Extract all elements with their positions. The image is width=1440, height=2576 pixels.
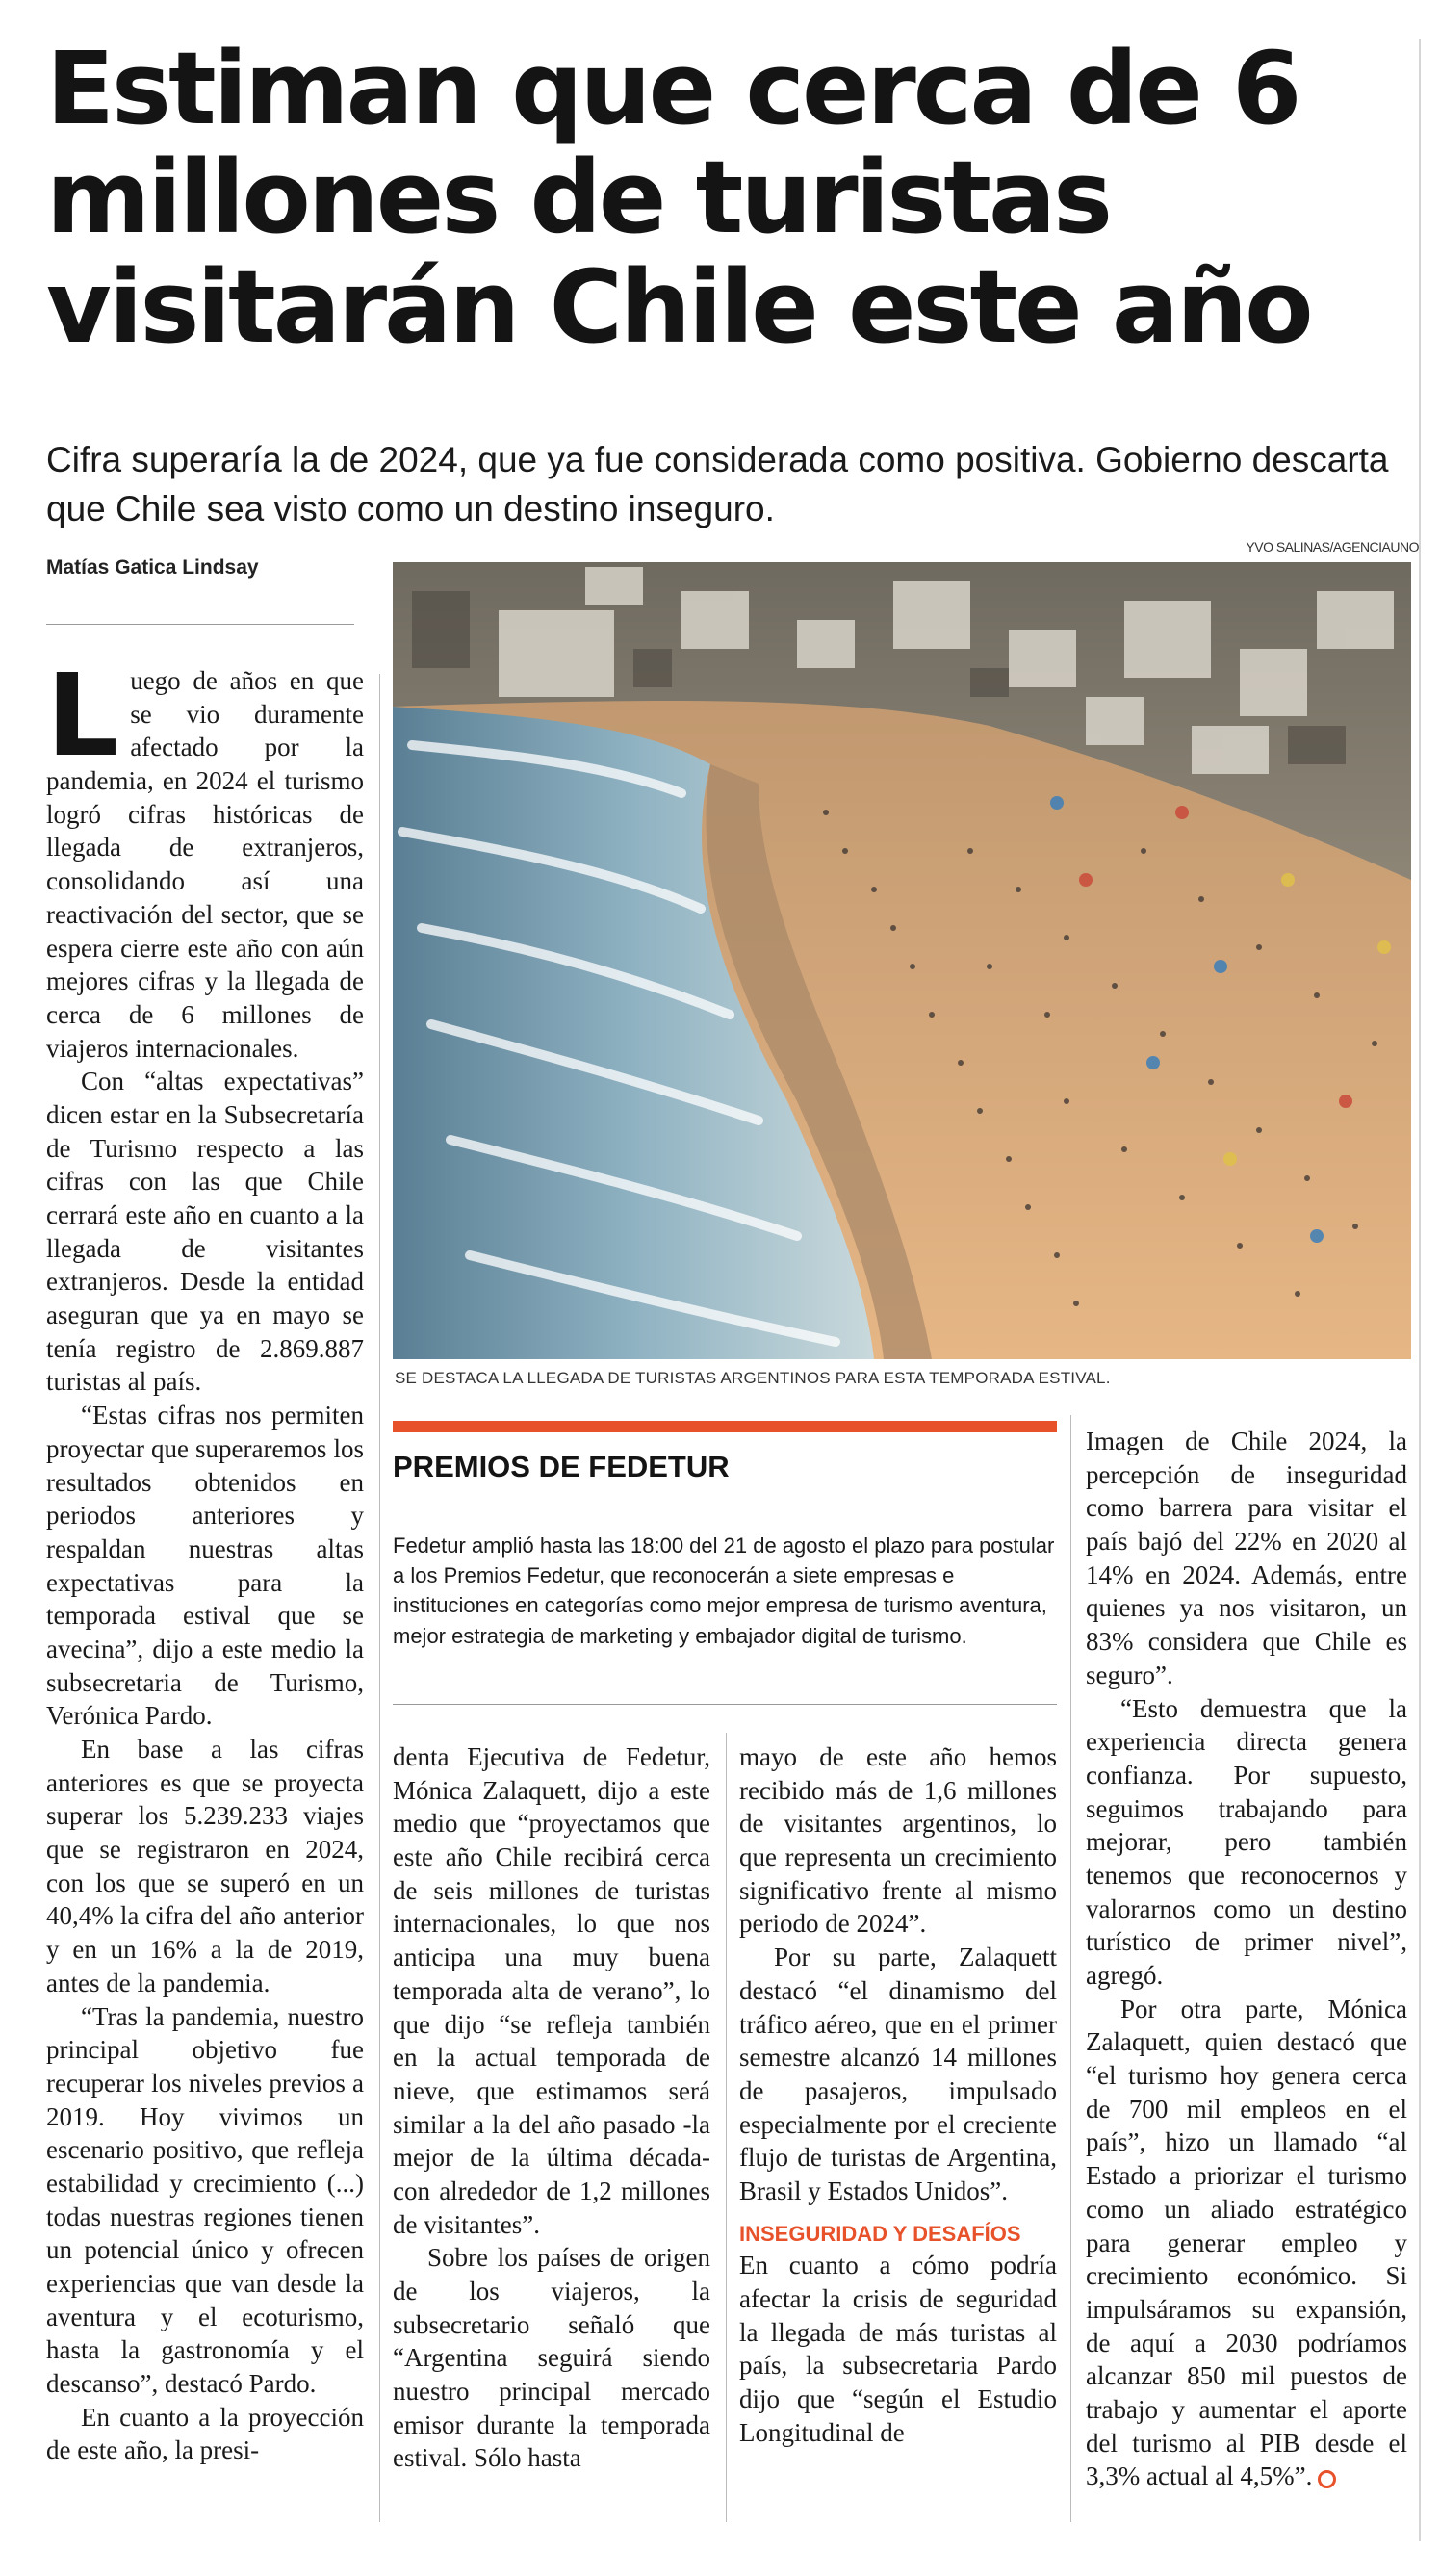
drop-cap: L bbox=[46, 649, 119, 782]
column-separator bbox=[726, 1733, 727, 2522]
paragraph bbox=[1086, 1993, 1407, 2493]
paragraph: “Tras la pandemia, nuestro principal objetivo fue recuperar los niveles previos a 2019. Hoy vivimos un escenario positivo, que refleja estabilidad y crecimiento (...) todas nuestras regiones tienen un potencial único y ofrecen experiencias que van desde la aventura y el ecoturismo, hasta la gastronomía y el descanso”, destacó Pardo. bbox=[46, 2001, 364, 2399]
photo-credit: YVO SALINAS/AGENCIAUNO bbox=[1246, 539, 1419, 554]
paragraph: En cuanto a cómo podría afectar la crisis de seguridad la llegada de más turistas al país, la subsecretaria Pardo dijo que “según el Estudio Longitudinal de bbox=[739, 2251, 1057, 2447]
paragraph bbox=[46, 649, 364, 1065]
paragraph: Con “altas expectativas” dicen estar en la Subsecretaría de Turismo respecto a las cifras con las que Chile cerrará este año en cuanto a la llegada de visitantes extranjeros. Desde la entidad aseguran que ya en mayo se tenía registro de 2.869.887 turistas al país. bbox=[46, 1067, 364, 1397]
byline-rule bbox=[46, 624, 354, 625]
paragraph: Sobre los países de origen de los viajeros, la subsecretario señaló que “Argentina seguirá siendo nuestro principal mercado emisor durante la temporada estival. Sólo hasta bbox=[393, 2243, 710, 2473]
beach-photo bbox=[393, 562, 1411, 1359]
column-separator bbox=[1070, 1415, 1071, 2522]
paragraph: En base a las cifras anteriores es que se proyecta superar los 5.239.233 viajes que se registraron en 2024, con los que se superó en un 40,4% la cifra del año anterior y en un 16% a la de 2019, antes de la pandemia. bbox=[46, 1735, 364, 1997]
page-edge-rule bbox=[1419, 39, 1421, 2541]
paragraph: “Esto demuestra que la experiencia directa genera confianza. Por supuesto, seguimos trabajando para mejorar, pero también tenemos que reconocernos y valorarnos como un destino turístico de primer nivel”, agregó. bbox=[1086, 1693, 1407, 1990]
box-bottom-rule bbox=[393, 1704, 1057, 1705]
paragraph: Imagen de Chile 2024, la percepción de inseguridad como barrera para visitar el país bajó del 22% en 2020 al 14% en 2024. Además, entre quienes ya nos visitaron, un 83% considera que Chile es seguro”. bbox=[1086, 1427, 1407, 1689]
column-separator bbox=[379, 674, 380, 2522]
paragraph: denta Ejecutiva de Fedetur, Mónica Zalaquett, dijo a este medio que “proyectamos que este año Chile recibirá cerca de seis millones de turistas internacionales, lo que nos anticipa una muy buena temporada alta de verano”, lo que dijo “se refleja también en la actual temporada de nieve, que estimamos será similar a la del año pasado -la mejor de la última década- con alrededor de 1,2 millones de visitantes”. bbox=[393, 1742, 710, 2239]
photo-caption: SE DESTACA LA LLEGADA DE TURISTAS ARGENTINOS PARA ESTA TEMPORADA ESTIVAL. bbox=[395, 1369, 1111, 1387]
end-mark-icon bbox=[1318, 2470, 1336, 2488]
column-3 bbox=[739, 1740, 1057, 2450]
deck-subtitle: Cifra superaría la de 2024, que ya fue considerada como positiva. Gobierno descarta que Chile sea visto como un destino inseguro. bbox=[46, 440, 1389, 529]
paragraph: mayo de este año hemos recibido más de 1,6 millones de visitantes argentinos, lo que representa un crecimiento significativo frente al mismo periodo de 2024”. bbox=[739, 1742, 1057, 1939]
byline: Matías Gatica Lindsay bbox=[46, 556, 259, 579]
box-accent-bar bbox=[393, 1421, 1057, 1432]
paragraph-text: uego de años en que se vio duramente afectado por la pandemia, en 2024 el turismo logró cifras históricas de llegada de extranjeros, consolidando así una reactivación del sector, que se espera cierre este año con aún mejores cifras y la llegada de cerca de 6 millones de viajeros internacionales. bbox=[46, 666, 364, 1063]
column-1 bbox=[46, 649, 364, 2467]
headline: Estiman que cerca de 6 millones de turistas visitarán Chile este año bbox=[46, 30, 1311, 366]
paragraph: Por su parte, Zalaquett destacó “el dinamismo del tráfico aéreo, que en el primer semestre alcanzó 14 millones de pasajeros, impulsado especialmente por el creciente flujo de turistas de Argentina, Brasil y Estados Unidos”. bbox=[739, 1943, 1057, 2205]
subheading: INSEGURIDAD Y DESAFÍOS bbox=[739, 2221, 1021, 2246]
box-title: PREMIOS DE FEDETUR bbox=[393, 1450, 730, 1483]
box-body: Fedetur amplió hasta las 18:00 del 21 de agosto el plazo para postular a los Premios Fedetur, que reconocerán a siete empresas e instituciones en categorías como mejor empresa de turismo aventura, mejor estrategia de marketing y embajador digital de turismo. bbox=[393, 1533, 1055, 1648]
paragraph: “Estas cifras nos permiten proyectar que superaremos los resultados obtenidos en periodos anteriores y respaldan nuestras altas expectativas para la temporada estival que se avecina”, dijo a este medio la subsecretaria de Turismo, Verónica Pardo. bbox=[46, 1401, 364, 1731]
column-4 bbox=[1086, 1425, 1407, 2493]
column-2 bbox=[393, 1740, 710, 2475]
paragraph-text: Por otra parte, Mónica Zalaquett, quien destacó que “el turismo hoy genera cerca de 700 mil empleos en el país”, hizo un llamado “al Estado a priorizar el turismo como un aliado estratégico para generar empleo y crecimiento económico. Si impulsáramos su expansión, de aquí a 2030 podríamos alcanzar 850 mil puestos de trabajo y aumentar el aporte del turismo al PIB desde el 3,3% actual al 4,5%”. bbox=[1086, 1994, 1407, 2491]
paragraph: En cuanto a la proyección de este año, la presi- bbox=[46, 2402, 364, 2465]
beach-photo-illustration bbox=[393, 562, 1411, 1359]
